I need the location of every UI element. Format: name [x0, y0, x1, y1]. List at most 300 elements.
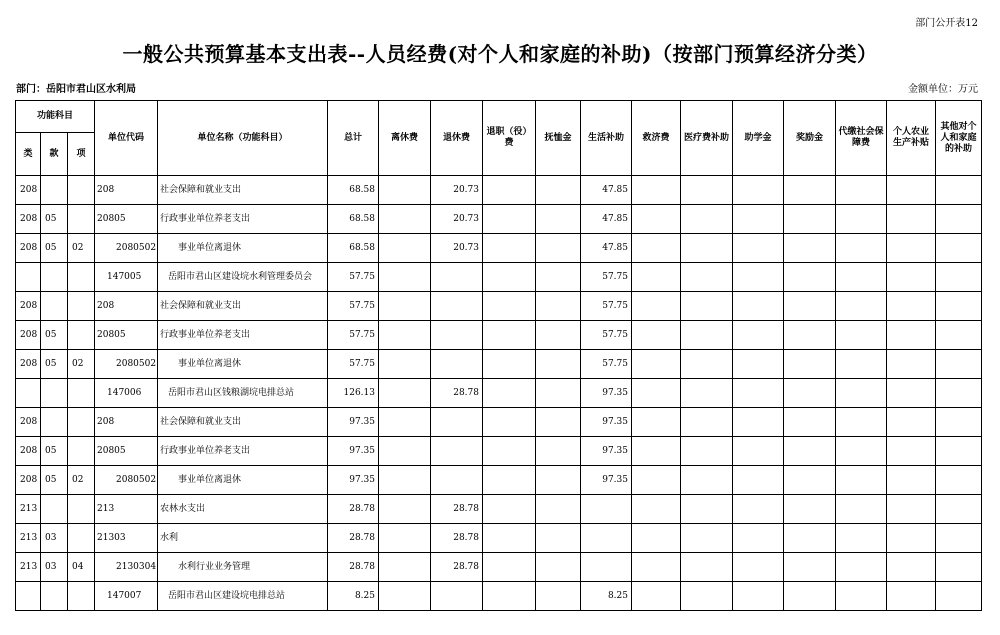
table-row [16, 176, 982, 205]
cell-total: 28.78 [328, 524, 379, 553]
cell-qita [936, 263, 982, 292]
cell-shenghuo: 8.25 [581, 582, 632, 611]
cell-kuan: 05 [41, 437, 68, 466]
header-tuixiu: 退休费 [431, 101, 483, 176]
table-row [16, 408, 982, 437]
cell-total: 28.78 [328, 553, 379, 582]
cell-tuizhi [483, 582, 536, 611]
cell-nongye [887, 524, 936, 553]
cell-daijiao [836, 553, 887, 582]
cell-tuizhi [483, 408, 536, 437]
cell-total: 57.75 [328, 263, 379, 292]
cell-tuizhi [483, 524, 536, 553]
cell-qita [936, 176, 982, 205]
cell-xiang [68, 379, 95, 408]
cell-lixiu [379, 379, 431, 408]
cell-tuixiu: 28.78 [431, 553, 483, 582]
cell-tuixiu [431, 437, 483, 466]
cell-fuxu [536, 495, 581, 524]
cell-lei: 213 [16, 553, 41, 582]
cell-unit-name: 岳阳市君山区钱粮湖垸电排总站 [158, 379, 328, 408]
cell-jiangli [784, 321, 836, 350]
cell-lei: 208 [16, 321, 41, 350]
cell-yiliao [681, 553, 733, 582]
cell-yiliao [681, 466, 733, 495]
cell-yiliao [681, 234, 733, 263]
cell-daijiao [836, 466, 887, 495]
cell-total: 97.35 [328, 408, 379, 437]
cell-nongye [887, 553, 936, 582]
cell-kuan: 05 [41, 321, 68, 350]
cell-jiuji [632, 234, 681, 263]
cell-daijiao [836, 495, 887, 524]
cell-unit-code: 20805 [95, 437, 158, 466]
cell-lei [16, 379, 41, 408]
cell-qita [936, 408, 982, 437]
header-function-subject: 功能科目 [16, 101, 95, 133]
cell-fuxu [536, 524, 581, 553]
cell-shenghuo: 97.35 [581, 437, 632, 466]
cell-xiang [68, 524, 95, 553]
cell-kuan: 05 [41, 466, 68, 495]
cell-jiangli [784, 350, 836, 379]
cell-shenghuo: 57.75 [581, 350, 632, 379]
table-row [16, 205, 982, 234]
cell-nongye [887, 437, 936, 466]
cell-jiuji [632, 553, 681, 582]
header-qita: 其他对个人和家庭的补助 [936, 101, 982, 176]
cell-jiuji [632, 582, 681, 611]
cell-fuxu [536, 263, 581, 292]
table-row [16, 263, 982, 292]
cell-fuxu [536, 321, 581, 350]
cell-unit-code: 21303 [95, 524, 158, 553]
cell-zhuxue [733, 437, 784, 466]
cell-tuixiu: 28.78 [431, 495, 483, 524]
table-row [16, 321, 982, 350]
cell-zhuxue [733, 292, 784, 321]
cell-yiliao [681, 350, 733, 379]
cell-yiliao [681, 582, 733, 611]
cell-kuan [41, 176, 68, 205]
cell-fuxu [536, 176, 581, 205]
cell-xiang [68, 292, 95, 321]
cell-lei: 208 [16, 408, 41, 437]
cell-daijiao [836, 205, 887, 234]
cell-fuxu [536, 205, 581, 234]
header-shenghuo: 生活补助 [581, 101, 632, 176]
cell-kuan [41, 263, 68, 292]
cell-kuan [41, 408, 68, 437]
cell-tuizhi [483, 321, 536, 350]
cell-jiangli [784, 582, 836, 611]
page-title: 一般公共预算基本支出表--人员经费(对个人和家庭的补助)（按部门预算经济分类） [122, 42, 878, 66]
cell-qita [936, 495, 982, 524]
cell-lixiu [379, 466, 431, 495]
table-row [16, 466, 982, 495]
cell-zhuxue [733, 321, 784, 350]
cell-total: 97.35 [328, 466, 379, 495]
cell-tuizhi [483, 350, 536, 379]
cell-unit-code: 147006 [95, 379, 158, 408]
header-yiliao: 医疗费补助 [681, 101, 733, 176]
cell-kuan [41, 292, 68, 321]
cell-jiuji [632, 437, 681, 466]
cell-qita [936, 321, 982, 350]
header-fuxu: 抚恤金 [536, 101, 581, 176]
cell-zhuxue [733, 524, 784, 553]
cell-yiliao [681, 205, 733, 234]
header-nongye: 个人农业生产补贴 [887, 101, 936, 176]
cell-jiuji [632, 379, 681, 408]
cell-lei [16, 582, 41, 611]
table-row [16, 553, 982, 582]
cell-tuizhi [483, 263, 536, 292]
cell-tuixiu: 28.78 [431, 524, 483, 553]
cell-daijiao [836, 524, 887, 553]
cell-unit-name: 社会保障和就业支出 [158, 292, 328, 321]
cell-tuizhi [483, 495, 536, 524]
cell-unit-code: 213 [95, 495, 158, 524]
cell-jiangli [784, 292, 836, 321]
cell-lixiu [379, 437, 431, 466]
cell-jiuji [632, 495, 681, 524]
cell-qita [936, 205, 982, 234]
table-row [16, 350, 982, 379]
cell-nongye [887, 205, 936, 234]
cell-jiuji [632, 205, 681, 234]
cell-shenghuo [581, 553, 632, 582]
cell-jiangli [784, 553, 836, 582]
cell-unit-name: 岳阳市君山区建设垸电排总站 [158, 582, 328, 611]
cell-unit-name: 社会保障和就业支出 [158, 408, 328, 437]
cell-total: 57.75 [328, 350, 379, 379]
cell-tuixiu [431, 582, 483, 611]
cell-xiang: 02 [68, 466, 95, 495]
cell-shenghuo [581, 495, 632, 524]
cell-tuizhi [483, 379, 536, 408]
cell-jiangli [784, 234, 836, 263]
cell-daijiao [836, 437, 887, 466]
cell-lixiu [379, 292, 431, 321]
cell-shenghuo: 97.35 [581, 379, 632, 408]
cell-lixiu [379, 234, 431, 263]
cell-yiliao [681, 495, 733, 524]
budget-table [15, 100, 982, 611]
department-label: 部门：岳阳市君山区水利局 [16, 84, 136, 95]
cell-jiangli [784, 437, 836, 466]
cell-unit-code: 208 [95, 176, 158, 205]
cell-xiang [68, 263, 95, 292]
cell-tuixiu [431, 292, 483, 321]
cell-fuxu [536, 350, 581, 379]
cell-lixiu [379, 582, 431, 611]
cell-qita [936, 234, 982, 263]
cell-unit-code: 147005 [95, 263, 158, 292]
cell-lei: 208 [16, 437, 41, 466]
cell-zhuxue [733, 553, 784, 582]
cell-unit-code: 20805 [95, 205, 158, 234]
cell-shenghuo: 97.35 [581, 466, 632, 495]
cell-zhuxue [733, 350, 784, 379]
cell-lixiu [379, 263, 431, 292]
cell-total: 97.35 [328, 437, 379, 466]
header-jiuji: 救济费 [632, 101, 681, 176]
cell-daijiao [836, 379, 887, 408]
cell-nongye [887, 263, 936, 292]
table-row [16, 234, 982, 263]
cell-xiang [68, 321, 95, 350]
cell-unit-name: 事业单位离退休 [158, 466, 328, 495]
cell-jiangli [784, 176, 836, 205]
cell-lixiu [379, 176, 431, 205]
cell-kuan [41, 495, 68, 524]
cell-shenghuo: 47.85 [581, 176, 632, 205]
cell-xiang [68, 582, 95, 611]
cell-lei: 208 [16, 234, 41, 263]
cell-jiangli [784, 379, 836, 408]
cell-total: 68.58 [328, 176, 379, 205]
cell-nongye [887, 176, 936, 205]
cell-kuan: 03 [41, 553, 68, 582]
cell-jiuji [632, 321, 681, 350]
cell-kuan: 05 [41, 234, 68, 263]
cell-qita [936, 437, 982, 466]
cell-zhuxue [733, 408, 784, 437]
cell-zhuxue [733, 263, 784, 292]
cell-daijiao [836, 292, 887, 321]
cell-daijiao [836, 321, 887, 350]
cell-daijiao [836, 350, 887, 379]
header-lixiu: 离休费 [379, 101, 431, 176]
cell-zhuxue [733, 582, 784, 611]
cell-total: 68.58 [328, 234, 379, 263]
table-row [16, 437, 982, 466]
cell-tuixiu: 28.78 [431, 379, 483, 408]
cell-lei: 208 [16, 350, 41, 379]
cell-fuxu [536, 292, 581, 321]
cell-tuixiu [431, 466, 483, 495]
cell-jiuji [632, 263, 681, 292]
cell-fuxu [536, 466, 581, 495]
cell-lei: 213 [16, 524, 41, 553]
cell-zhuxue [733, 176, 784, 205]
cell-qita [936, 292, 982, 321]
cell-xiang [68, 408, 95, 437]
cell-unit-name: 水利 [158, 524, 328, 553]
cell-lei: 208 [16, 205, 41, 234]
cell-yiliao [681, 292, 733, 321]
cell-qita [936, 466, 982, 495]
cell-jiangli [784, 205, 836, 234]
cell-total: 57.75 [328, 292, 379, 321]
cell-shenghuo: 97.35 [581, 408, 632, 437]
cell-jiuji [632, 292, 681, 321]
cell-unit-name: 行政事业单位养老支出 [158, 437, 328, 466]
cell-lixiu [379, 495, 431, 524]
cell-lixiu [379, 553, 431, 582]
cell-unit-name: 行政事业单位养老支出 [158, 321, 328, 350]
cell-xiang: 02 [68, 234, 95, 263]
cell-unit-code: 2080502 [95, 234, 158, 263]
cell-unit-code: 147007 [95, 582, 158, 611]
cell-fuxu [536, 234, 581, 263]
cell-zhuxue [733, 495, 784, 524]
cell-daijiao [836, 234, 887, 263]
cell-lei: 208 [16, 292, 41, 321]
cell-unit-name: 事业单位离退休 [158, 350, 328, 379]
header-zhuxue: 助学金 [733, 101, 784, 176]
cell-unit-name: 水利行业业务管理 [158, 553, 328, 582]
cell-tuizhi [483, 437, 536, 466]
cell-unit-code: 2130304 [95, 553, 158, 582]
cell-yiliao [681, 524, 733, 553]
cell-lei: 208 [16, 176, 41, 205]
header-total: 总计 [328, 101, 379, 176]
cell-jiangli [784, 408, 836, 437]
cell-unit-code: 2080502 [95, 466, 158, 495]
cell-lei: 208 [16, 466, 41, 495]
cell-unit-name: 事业单位离退休 [158, 234, 328, 263]
cell-tuixiu: 20.73 [431, 176, 483, 205]
cell-fuxu [536, 553, 581, 582]
cell-lixiu [379, 408, 431, 437]
cell-unit-code: 2080502 [95, 350, 158, 379]
cell-unit-name: 行政事业单位养老支出 [158, 205, 328, 234]
cell-kuan [41, 379, 68, 408]
cell-xiang [68, 205, 95, 234]
cell-jiuji [632, 350, 681, 379]
cell-qita [936, 524, 982, 553]
header-kuan: 款 [41, 133, 68, 176]
cell-tuizhi [483, 553, 536, 582]
cell-jiangli [784, 466, 836, 495]
cell-zhuxue [733, 234, 784, 263]
cell-yiliao [681, 379, 733, 408]
header-jiangli: 奖励金 [784, 101, 836, 176]
header-daijiao: 代缴社会保障费 [836, 101, 887, 176]
cell-yiliao [681, 176, 733, 205]
cell-jiuji [632, 524, 681, 553]
cell-xiang: 02 [68, 350, 95, 379]
cell-nongye [887, 408, 936, 437]
cell-nongye [887, 292, 936, 321]
cell-fuxu [536, 408, 581, 437]
cell-nongye [887, 234, 936, 263]
cell-tuizhi [483, 205, 536, 234]
cell-lixiu [379, 321, 431, 350]
cell-nongye [887, 466, 936, 495]
cell-jiuji [632, 176, 681, 205]
cell-qita [936, 350, 982, 379]
table-row [16, 582, 982, 611]
cell-fuxu [536, 437, 581, 466]
table-row [16, 379, 982, 408]
cell-lei [16, 263, 41, 292]
cell-unit-code: 208 [95, 292, 158, 321]
cell-total: 57.75 [328, 321, 379, 350]
header-lei: 类 [16, 133, 41, 176]
cell-yiliao [681, 437, 733, 466]
cell-yiliao [681, 263, 733, 292]
cell-unit-code: 20805 [95, 321, 158, 350]
amount-unit-label: 金额单位：万元 [908, 84, 978, 95]
cell-unit-name: 岳阳市君山区建设垸水利管理委员会 [158, 263, 328, 292]
cell-jiangli [784, 524, 836, 553]
cell-shenghuo: 57.75 [581, 263, 632, 292]
cell-lei: 213 [16, 495, 41, 524]
cell-shenghuo: 47.85 [581, 234, 632, 263]
cell-nongye [887, 495, 936, 524]
header-unit-name: 单位名称（功能科目） [158, 101, 328, 176]
cell-total: 68.58 [328, 205, 379, 234]
cell-daijiao [836, 582, 887, 611]
table-number-tag: 部门公开表12 [915, 18, 978, 29]
cell-unit-name: 农林水支出 [158, 495, 328, 524]
cell-yiliao [681, 321, 733, 350]
cell-daijiao [836, 263, 887, 292]
cell-unit-name: 社会保障和就业支出 [158, 176, 328, 205]
table-row [16, 495, 982, 524]
table-body [16, 176, 982, 611]
cell-qita [936, 553, 982, 582]
cell-shenghuo: 57.75 [581, 292, 632, 321]
cell-tuixiu [431, 263, 483, 292]
cell-kuan [41, 582, 68, 611]
cell-nongye [887, 321, 936, 350]
cell-qita [936, 379, 982, 408]
cell-jiangli [784, 263, 836, 292]
cell-total: 8.25 [328, 582, 379, 611]
cell-tuizhi [483, 234, 536, 263]
table-row [16, 524, 982, 553]
cell-lixiu [379, 524, 431, 553]
cell-kuan: 03 [41, 524, 68, 553]
cell-fuxu [536, 379, 581, 408]
cell-kuan: 05 [41, 350, 68, 379]
cell-total: 126.13 [328, 379, 379, 408]
cell-lixiu [379, 350, 431, 379]
cell-xiang [68, 495, 95, 524]
cell-fuxu [536, 582, 581, 611]
cell-jiuji [632, 466, 681, 495]
cell-zhuxue [733, 379, 784, 408]
cell-shenghuo [581, 524, 632, 553]
cell-tuizhi [483, 466, 536, 495]
cell-tuixiu: 20.73 [431, 205, 483, 234]
cell-tuixiu: 20.73 [431, 234, 483, 263]
table-row [16, 292, 982, 321]
cell-zhuxue [733, 205, 784, 234]
header-tuizhi: 退职（役）费 [483, 101, 536, 176]
cell-daijiao [836, 176, 887, 205]
header-xiang: 项 [68, 133, 95, 176]
cell-lixiu [379, 205, 431, 234]
cell-tuizhi [483, 292, 536, 321]
cell-jiuji [632, 408, 681, 437]
cell-zhuxue [733, 466, 784, 495]
cell-tuixiu [431, 408, 483, 437]
cell-tuixiu [431, 350, 483, 379]
header-unit-code: 单位代码 [95, 101, 158, 176]
cell-nongye [887, 350, 936, 379]
cell-daijiao [836, 408, 887, 437]
cell-jiangli [784, 495, 836, 524]
cell-tuixiu [431, 321, 483, 350]
cell-qita [936, 582, 982, 611]
cell-xiang [68, 176, 95, 205]
cell-nongye [887, 582, 936, 611]
